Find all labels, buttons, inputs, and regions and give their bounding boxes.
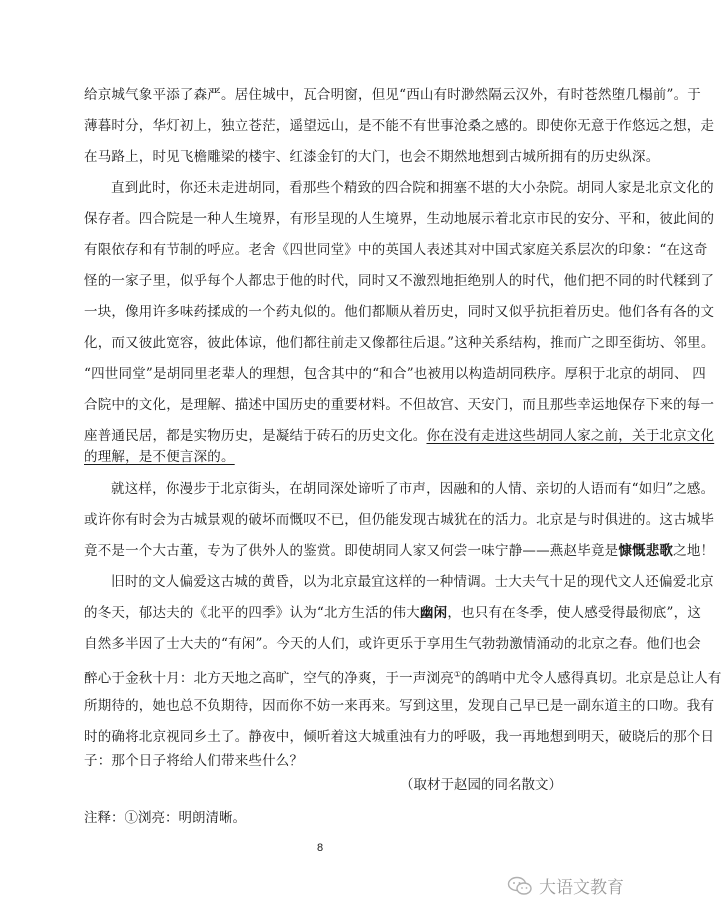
wechat-icon: [507, 876, 533, 896]
text-line: [84, 604, 701, 622]
watermark: [507, 873, 624, 898]
text-span: 之地！: [673, 543, 715, 559]
text-line: 有限依存和有节制的呼应。老舍《四世同堂》中的英国人表述其对中国式家庭关系层次的印象：“在这奇: [84, 242, 708, 258]
text-line: 化，而又彼此宽容，彼此体谅，他们都往前走又像都往后退。”这种关系结构，推而广之即至街坊、邻里。: [84, 335, 715, 351]
footnote-mark: ①: [453, 670, 462, 679]
text-line: 薄暮时分，华灯初上，独立苍茫，遥望远山，是不能不有世事沧桑之感的。即使你无意于作悠远之想，走: [84, 118, 715, 134]
text-span: 的冬天，郁达夫的《北平的四季》认为“北方生活的伟大: [84, 605, 420, 621]
text-line: 所期待的，她也总不负期待，因而你不妨一来再来。写到这里，发现自己早已是一副东道主的口吻。我有: [84, 698, 715, 714]
text-line: [84, 427, 714, 445]
text-line: 旧时的文人偏爱这古城的黄昏，以为北京最宜这样的一种情调。士大夫气十足的现代文人还偏爱北京: [111, 574, 714, 590]
underlined-sentence: 你在没有走进这些胡同人家之前，关于北京文化: [426, 428, 715, 444]
text-line: [84, 666, 722, 688]
text-line: 保存者。四合院是一种人生境界，有形呈现的人生境界，生动地展示着北京市民的安分、平和，彼此间的: [84, 211, 715, 227]
text-span: 竟不是一个大古董，专为了供外人的鉴赏。即使胡同人家又何尝一味宁静——燕赵毕竟是: [84, 543, 619, 559]
text-line: 在马路上，时见飞檐雕梁的楼宇、红漆金钉的大门，也会不期然地想到古城所拥有的历史纵深。: [84, 149, 660, 165]
source-citation: （取材于赵园的同名散文）: [400, 777, 562, 793]
page-number: 8: [316, 842, 324, 854]
text-line: [84, 542, 714, 560]
text-line: 时的确将北京视同乡土了。静夜中，倾听着这大城重浊有力的呼吸，我一再地想到明天，破晓后的那个日: [84, 729, 715, 745]
text-line: 一块，像用许多味药揉成的一个药丸似的。他们都顺从着历史，同时又似乎抗拒着历史。他们各有各的文: [84, 304, 715, 320]
text-line: 合院中的文化，是理解、描述中国历史的重要材料。不但故宫、天安门，而且那些幸运地保存下来的每一: [84, 397, 715, 413]
watermark-text: 大语文教育: [539, 878, 624, 898]
footnote: 注释：①浏亮：明朗清晰。: [84, 810, 246, 826]
text-line: 子：那个日子将给人们带来些什么？: [84, 753, 304, 769]
text-line: 怪的一家子里，似乎每个人都忠于他的时代，同时又不激烈地拒绝别人的时代，他们把不同的时代糅到了: [84, 273, 715, 289]
text-line: 给京城气象平添了森严。居住城中，瓦合明窗，但见“西山有时渺然隔云汉外，有时苍然堕几榻前”。于: [84, 87, 702, 103]
text-line: “四世同堂”是胡同里老辈人的理想，包含其中的“和合”也被用以构造胡同秩序。厚积于北京的胡同、 四: [84, 366, 706, 382]
text-line: 就这样，你漫步于北京街头，在胡同深处谛听了市声，因融和的人情、亲切的人语而有“如归”之感。: [111, 481, 715, 497]
spacer: 座普通民居，都是实物历史，是凝结于砖石的历史文化。: [84, 428, 427, 444]
bold-word: 幽闲: [419, 605, 448, 621]
text-line: 自然多半因了士大夫的“有闲”。今天的人们，或许更乐于享用生气勃勃激情涌动的北京之春。他们也会: [84, 636, 702, 652]
text-line: 直到此时，你还未走进胡同，看那些个精致的四合院和拥塞不堪的大小杂院。胡同人家是北京文化的: [111, 180, 714, 196]
text-span: ，也只有在冬季，使人感受得最彻底”，这: [447, 605, 702, 621]
underlined-sentence-end: 的理解，是不便言深的。: [84, 449, 235, 465]
text-span: 醉心于金秋十月：北方天地之高旷，空气的净爽，于一声浏亮: [84, 670, 454, 687]
bold-word: 慷慨悲歌: [618, 543, 674, 559]
text-span: 的鸽哨中尤令人感得真切。北京是总让人有: [461, 670, 722, 687]
text-line: 或许你有时会为古城景观的破坏而慨叹不已，但仍能发现古城犹在的活力。北京是与时俱进的。这古城毕: [84, 512, 715, 528]
